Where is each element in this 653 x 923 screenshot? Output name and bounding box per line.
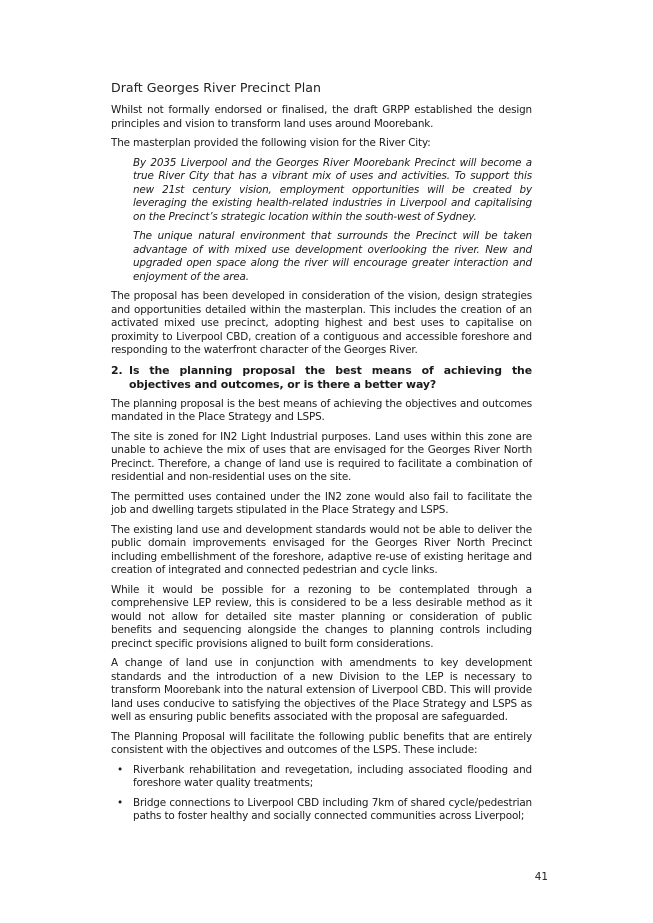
- public-benefits-list: [111, 764, 532, 824]
- vision-quote: By 2035 Liverpool and the Georges River Moorebank Precinct will become a true River City that has a vibrant mix of uses and activities. To support this new 21st century vision, employment opportunities will be created by leveraging the existing health-related industries in Liverpool and capitalising on the Precinct’s strategic location within the south-west of Sydney.: [133, 156, 532, 223]
- bullet-icon: •: [117, 796, 123, 809]
- list-item: [111, 797, 532, 824]
- paragraph: Whilst not formally endorsed or finalised, the draft GRPP established the design principles and vision to transform land uses around Moorebank.: [111, 104, 532, 130]
- list-item-text: Bridge connections to Liverpool CBD including 7km of shared cycle/pedestrian paths to foster healthy and socially connected communities across Liverpool;: [133, 796, 532, 822]
- paragraph: The planning proposal is the best means of achieving the objectives and outcomes mandated in the Place Strategy and LSPS.: [111, 397, 532, 423]
- numbered-question-heading: [111, 364, 532, 392]
- list-item-text: Riverbank rehabilitation and revegetation, including associated flooding and foreshore water quality treatments;: [133, 763, 532, 789]
- paragraph: The permitted uses contained under the IN2 zone would also fail to facilitate the job and dwelling targets stipulated in the Place Strategy and LSPS.: [111, 490, 532, 516]
- paragraph: While it would be possible for a rezoning to be contemplated through a comprehensive LEP review, this is considered to be a less desirable method as it would not allow for detailed site master planning or consideration of public benefits and sequencing alongside the changes to planning controls including precinct specific provisions aligned to built form considerations.: [111, 583, 532, 650]
- paragraph: The Planning Proposal will facilitate the following public benefits that are entirely consistent with the objectives and outcomes of the LSPS. These include:: [111, 730, 532, 756]
- paragraph: The site is zoned for IN2 Light Industrial purposes. Land uses within this zone are unable to achieve the mix of uses that are envisaged for the Georges River North Precinct. Therefore, a change of land use is required to facilitate a combination of residential and non-residential uses on the site.: [111, 430, 532, 483]
- paragraph: A change of land use in conjunction with amendments to key development standards and the introduction of a new Division to the LEP is necessary to transform Moorebank into the natural extension of Liverpool CBD. This will provide land uses conducive to satisfying the objectives of the Place Strategy and LSPS as well as ensuring public benefits associated with the proposal are safeguarded.: [111, 657, 532, 723]
- vision-quote: The unique natural environment that surrounds the Precinct will be taken advantage of with mixed use development overlooking the river. New and upgraded open space along the river will encourage greater interaction and enjoyment of the area.: [133, 230, 532, 283]
- list-item: [111, 764, 532, 791]
- bullet-icon: •: [117, 763, 123, 776]
- section-heading: Draft Georges River Precinct Plan: [111, 80, 321, 95]
- question-number: 2.: [111, 363, 123, 377]
- paragraph: The masterplan provided the following vision for the River City:: [111, 137, 431, 149]
- paragraph: The existing land use and development standards would not be able to deliver the public domain improvements envisaged for the Georges River North Precinct including embellishment of the foreshore, adaptive re-use of existing heritage and creation of integrated and connected pedestrian and cycle links.: [111, 523, 532, 576]
- paragraph: The proposal has been developed in consideration of the vision, design strategies and opportunities detailed within the masterplan. This includes the creation of an activated mixed use precinct, adopting highest and best uses to capitalise on proximity to Liverpool CBD, creation of a contiguous and accessible foreshore and responding to the waterfront character of the Georges River.: [111, 290, 532, 356]
- page-number: 41: [534, 871, 548, 883]
- document-page: [111, 80, 532, 830]
- question-text: Is the planning proposal the best means of achieving the objectives and outcomes, or is there a better way?: [129, 363, 532, 391]
